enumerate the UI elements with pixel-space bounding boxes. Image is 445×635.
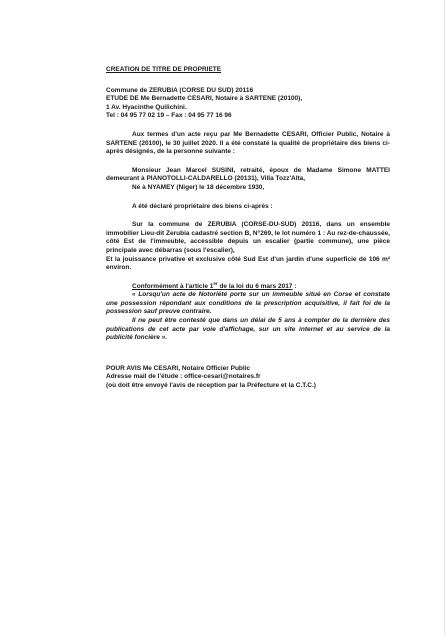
quote-paragraph-1: « Lorsqu'un acte de Notoriété porte sur un immeuble situé en Corse et constate une possession répondant aux conditions de la prescription acquisitive, il fait foi de la possession sauf preuve contraire. [106,291,390,316]
commune-line: Commune de ZERUBIA (CORSE DU SUD) 20116 [106,86,254,94]
birth-line: Né à NYAMEY (Niger) le 18 décembre 1930, [132,183,265,191]
law-reference-link-text [132,280,293,290]
law-ref-sup: er [213,280,218,286]
declared-line: A été déclaré propriétaire des biens ci-après : [132,202,273,210]
intro-paragraph: Aux termes d'un acte reçu par Me Bernadette CESARI, Officier Public, Notaire à SARTENE (20100), le 30 juillet 2020. Il a été constaté la qualité de propriétaire des biens ci-après désignés, de la personne suivante : [106,130,390,156]
document-title: CREATION DE TITRE DE PROPRIETE [106,66,222,73]
garden-paragraph: Et la jouissance privative et exclusive côté Sud Est d'un jardin d'une superficie de 106 m² environ. [106,255,390,272]
law-reference [106,280,390,292]
notary-header [106,87,390,121]
email-line: Adresse mail de l'étude : office-cesari@notaires.fr [106,373,261,381]
address-line: 1 Av. Hyacinthe Quilichini. [106,103,187,111]
law-ref-prefix: Conformément à l'article 1 [132,282,214,290]
owner-block [106,167,390,193]
document-body [106,66,390,391]
phone-line: Tel : 04 95 77 02 19 – Fax : 04 95 77 16 96 [106,112,232,120]
quote-paragraph-2: Il ne peut être contesté que dans un délai de 5 ans à compter de la dernière des publications de cet acte par voie d'affichage, sur un site internet et au service de la publicité foncière ». [106,317,390,342]
spacer [106,353,390,365]
receipt-line: (où doit être envoyé l'avis de réception par la Préfecture et la C.T.C.) [106,382,316,390]
legal-notice [106,280,390,343]
person-paragraph: Monsieur Jean Marcel SUSINI, retraité, époux de Madame Simone MATTEI demeurant à PIANOTOLLI-CALDARELLO (20131), Villa Tozz'Alta, [106,166,390,183]
law-ref-suffix: de la loi du 6 mars 2017 [217,282,293,290]
law-ref-colon: : [292,282,297,290]
property-block [106,221,390,273]
etude-line: ETUDE DE Me Bernadette CESARI, Notaire à SARTENE (20100), [106,95,303,103]
signature-block [106,365,390,391]
property-paragraph: Sur la commune de ZERUBIA (CORSE-DU-SUD) 20116, dans un ensemble immobilier Lieu-dit Zerubia cadastré section B, N°269, le lot numéro 1 : Au rez-de-chaussée, côté Est de l'immeuble, accessible depuis un escalier (partie commune), une pièce principale avec débarras (sous l'escalier), [106,221,390,254]
signature-line: POUR AVIS Me CESARI, Notaire Officier Public [106,364,251,372]
